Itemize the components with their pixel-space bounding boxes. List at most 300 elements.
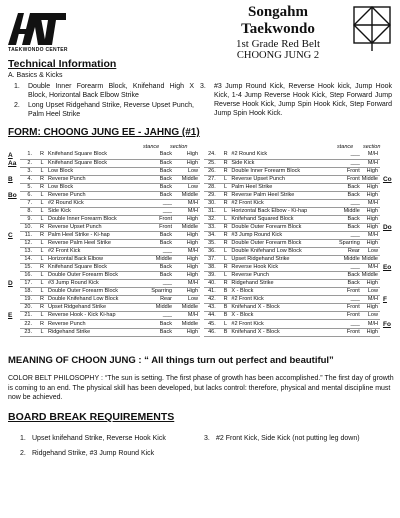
move-name: Horizontal Back Elbow - Ki-hap	[231, 207, 332, 215]
move-side: R	[36, 183, 48, 191]
move-name: Upset Ridgehand Strike	[231, 256, 332, 264]
move-number: 42.	[204, 296, 220, 304]
table-row	[8, 159, 200, 167]
move-name: Double Knifehand Low Block	[48, 296, 144, 304]
move-stance: Middle	[332, 207, 362, 215]
group-marker	[380, 167, 392, 175]
move-section: M/H	[174, 248, 200, 256]
move-side: L	[36, 207, 48, 215]
move-stance: Sparring	[332, 240, 362, 248]
table-row	[204, 207, 392, 215]
move-section: Low	[362, 312, 380, 320]
move-section: Low	[174, 183, 200, 191]
move-number: 44.	[204, 312, 220, 320]
board-break-item	[20, 449, 154, 458]
move-name: Double Outer Forearm Block	[231, 240, 332, 248]
move-stance: Back	[332, 191, 362, 199]
move-side: B	[220, 288, 232, 296]
move-number: 43.	[204, 304, 220, 312]
move-name: Knifehand Square Block	[48, 159, 144, 167]
group-marker	[8, 207, 20, 215]
move-number: 16.	[20, 272, 36, 280]
move-section: M/H	[362, 231, 380, 239]
move-side: B	[220, 312, 232, 320]
move-name: Upset Ridgehand Strike	[48, 304, 144, 312]
move-section: Middle	[174, 304, 200, 312]
group-marker	[8, 248, 20, 256]
table-row	[8, 231, 200, 239]
move-side: R	[220, 151, 232, 159]
move-side: R	[220, 159, 232, 167]
group-marker: Eo	[382, 264, 392, 272]
move-side: L	[36, 159, 48, 167]
move-section: Middle	[361, 256, 378, 263]
table-row	[8, 191, 200, 199]
move-section: High	[174, 272, 200, 280]
move-stance: ___	[332, 296, 362, 304]
meaning-heading: MEANING OF CHOON JUNG : “ All things turn out perfect and beautiful”	[8, 355, 334, 366]
table-row	[204, 151, 392, 159]
move-section: Low	[362, 288, 380, 296]
move-name: Double Outer Forearm Block	[231, 223, 332, 231]
move-stance: Rear	[144, 296, 174, 304]
table-row	[204, 167, 392, 175]
move-section: High	[174, 215, 200, 223]
stance-column-header: stance	[337, 144, 354, 150]
move-number: 6.	[20, 191, 36, 199]
move-side: L	[220, 320, 232, 328]
move-name: #2 Front Kick	[48, 248, 144, 256]
group-marker	[380, 240, 392, 248]
move-section: High	[362, 304, 380, 312]
table-row	[8, 199, 200, 207]
move-stance: Middle	[332, 256, 362, 264]
group-marker	[8, 223, 20, 231]
move-number: 18.	[20, 288, 36, 296]
move-number: 21.	[20, 312, 36, 320]
move-name: #3 Jump Round Kick	[48, 280, 144, 288]
table-row	[8, 296, 200, 304]
move-number: 33.	[204, 223, 220, 231]
move-number: 40.	[204, 280, 220, 288]
move-side: L	[36, 312, 48, 320]
move-name: Reverse Hook - Kick Ki-hap	[48, 312, 144, 320]
table-row	[204, 175, 392, 183]
move-name: Reverse Punch	[48, 175, 144, 183]
move-stance: ___	[332, 264, 362, 272]
move-stance: Front	[332, 312, 362, 320]
move-stance: ___	[332, 231, 362, 239]
move-section: M/H	[362, 199, 380, 207]
board-break-heading: BOARD BREAK REQUIREMENTS	[8, 411, 175, 423]
item-text: Long Upset Ridgehand Strike, Reverse Upset Punch, Palm Heel Strike	[28, 102, 194, 118]
move-section: High	[362, 240, 380, 248]
move-name: Reverse Upset Punch	[231, 175, 332, 183]
group-marker	[380, 199, 392, 207]
group-marker	[380, 248, 392, 256]
move-number: 39.	[204, 272, 220, 280]
move-section: High	[362, 215, 380, 223]
table-row	[204, 320, 392, 328]
move-number: 26.	[204, 167, 220, 175]
table-row	[204, 199, 392, 207]
table-row	[204, 288, 392, 296]
item-number: 2.	[14, 102, 20, 109]
belt-rank: 1st Grade Red Belt	[235, 38, 320, 50]
group-marker	[380, 215, 392, 223]
group-marker	[380, 159, 392, 167]
group-marker	[8, 199, 20, 207]
group-marker	[8, 167, 20, 175]
move-section: High	[174, 151, 200, 159]
move-side: R	[220, 199, 232, 207]
move-side: R	[36, 231, 48, 239]
move-name: Knifehand X - Block	[231, 304, 332, 312]
move-section: M/H	[362, 159, 380, 167]
group-marker	[380, 328, 392, 336]
form-pattern-emblem-icon	[350, 3, 394, 53]
move-section: M/H	[362, 264, 380, 272]
move-section: Middle	[174, 320, 200, 328]
item-text: #3 Jump Round Kick, Reverse Hook kick, Jump Hook Kick, 1-4 Jump Reverse Hook Kick, Step Forward Jump Reverse Hook Kick, Jump Spin Hook Kick, Step Forward Jump Spin Hook Kick.	[214, 83, 392, 117]
move-section: M/H	[174, 199, 200, 207]
item-number: 1.	[14, 83, 20, 90]
move-side: L	[36, 199, 48, 207]
move-name: #2 Front Kick	[231, 199, 332, 207]
item-number: 2.	[20, 450, 26, 457]
group-marker: D	[8, 280, 13, 288]
group-marker: C	[8, 231, 13, 239]
move-stance: ___	[332, 159, 362, 167]
move-number: 8.	[20, 207, 36, 215]
move-side: L	[36, 248, 48, 256]
page-title: Songahm Taekwondo	[241, 4, 315, 37]
move-name: Horizontal Back Elbow	[48, 256, 144, 264]
move-name: Reverse Upset Punch	[48, 223, 144, 231]
move-name: Ridgehand Strike	[231, 280, 332, 288]
section-column-header: section	[170, 144, 188, 150]
move-name: #3 Jump Round Kick	[231, 231, 332, 239]
move-section: High	[174, 231, 200, 239]
move-section: High	[362, 328, 380, 336]
title-block	[210, 4, 346, 62]
move-name: Double Inner Forearm Block	[231, 167, 332, 175]
move-side: R	[220, 191, 232, 199]
technique-item	[14, 101, 194, 119]
group-marker	[8, 328, 20, 336]
move-number: 13.	[20, 248, 36, 256]
move-number: 11.	[20, 231, 36, 239]
move-number: 5.	[20, 183, 36, 191]
group-marker: Do	[382, 223, 392, 231]
move-stance: Front	[332, 167, 362, 175]
table-row	[8, 240, 200, 248]
move-section: M/H	[174, 312, 200, 320]
move-side: L	[36, 328, 48, 336]
table-row	[204, 264, 392, 272]
move-side: B	[220, 304, 232, 312]
group-marker: Fo	[382, 320, 391, 328]
move-name: #2 Front Kick	[231, 320, 332, 328]
move-number: 19.	[20, 296, 36, 304]
move-section: M/H	[174, 207, 200, 215]
move-side: L	[220, 248, 232, 256]
move-side: L	[36, 191, 48, 199]
ata-logo-icon	[6, 9, 68, 47]
board-break-item	[20, 434, 166, 443]
move-name: #2 Front Kick	[231, 296, 332, 304]
move-section: High	[174, 328, 200, 336]
technique-item	[200, 82, 392, 118]
table-row	[204, 215, 392, 223]
move-stance: Front	[332, 328, 362, 336]
move-side: R	[220, 280, 232, 288]
logo-caption: TAEKWONDO CENTER	[8, 47, 68, 53]
move-stance: Back	[144, 159, 174, 167]
move-number: 41.	[204, 288, 220, 296]
move-stance: Back	[144, 175, 174, 183]
item-text: Ridgehand Strike, #3 Jump Round Kick	[32, 450, 155, 457]
table-row	[8, 215, 200, 223]
group-marker	[380, 312, 392, 320]
move-number: 30.	[204, 199, 220, 207]
table-row	[8, 183, 200, 191]
move-section: M/H	[362, 151, 380, 159]
move-stance: Middle	[144, 256, 174, 264]
table-row	[204, 231, 392, 239]
table-row	[8, 256, 200, 264]
move-name: Ridgehand Strike	[48, 328, 144, 336]
table-row	[204, 240, 392, 248]
move-side: L	[36, 280, 48, 288]
table-row	[8, 280, 200, 288]
group-marker	[8, 296, 20, 304]
move-number: 27.	[204, 175, 220, 183]
move-name: Knifehand X - Block	[231, 328, 332, 336]
table-row	[8, 151, 200, 159]
move-side: R	[36, 320, 48, 328]
move-section: High	[362, 183, 380, 191]
move-section: High	[174, 159, 200, 167]
move-number: 3.	[20, 167, 36, 175]
technique-list-right	[200, 82, 392, 119]
move-stance: Front	[332, 288, 362, 296]
move-number: 46.	[204, 328, 220, 336]
group-marker	[8, 264, 20, 272]
move-side: L	[220, 207, 232, 215]
table-row	[204, 272, 392, 280]
table-row	[204, 328, 392, 336]
group-marker	[8, 320, 20, 328]
table-row	[204, 256, 392, 264]
move-name: Knifehand Squared Block	[231, 215, 332, 223]
group-marker: Aa	[8, 159, 17, 167]
move-name: #2 Round Kick	[48, 199, 144, 207]
move-name: #2 Round Kick	[231, 151, 332, 159]
table-row	[8, 312, 200, 320]
move-section: Low	[362, 248, 380, 256]
moves-body-right	[204, 151, 392, 336]
move-stance: Back	[144, 272, 174, 280]
item-number: 1.	[20, 435, 26, 442]
move-number: 14.	[20, 256, 36, 264]
move-number: 1.	[20, 151, 36, 159]
move-side: L	[220, 183, 232, 191]
group-marker	[380, 183, 392, 191]
group-marker	[8, 288, 20, 296]
board-break-item	[204, 434, 360, 443]
move-stance: Back	[144, 191, 174, 199]
move-section: Middle	[174, 191, 200, 199]
basics-kicks-label: A. Basics & Kicks	[8, 72, 63, 79]
move-number: 9.	[20, 215, 36, 223]
move-side: R	[36, 264, 48, 272]
move-side: R	[36, 223, 48, 231]
group-marker	[8, 240, 20, 248]
move-stance: Back	[332, 183, 362, 191]
move-stance: Back	[144, 231, 174, 239]
table-row	[8, 272, 200, 280]
item-number: 3.	[200, 83, 206, 90]
move-name: Side Kick	[48, 207, 144, 215]
move-section: Middle	[361, 175, 378, 182]
technique-list-left	[14, 82, 194, 120]
table-row	[204, 312, 392, 320]
move-number: 29.	[204, 191, 220, 199]
move-number: 7.	[20, 199, 36, 207]
move-side: R	[36, 175, 48, 183]
section-column-header: section	[363, 144, 381, 150]
move-section: High	[174, 288, 200, 296]
technique-item	[14, 82, 194, 100]
move-number: 35.	[204, 240, 220, 248]
move-number: 23.	[20, 328, 36, 336]
move-side: R	[36, 296, 48, 304]
form-heading: FORM: CHOONG JUNG EE - JAHNG (#1)	[8, 127, 200, 138]
move-section: High	[362, 207, 380, 215]
table-row	[8, 223, 200, 231]
page-header	[0, 0, 400, 61]
table-row	[204, 191, 392, 199]
move-number: 45.	[204, 320, 220, 328]
move-stance: ___	[332, 199, 362, 207]
item-text: Double Inner Forearm Block, Knifehand High X Block, Horizontal Back Elbow Strike	[28, 83, 194, 99]
table-row	[8, 207, 200, 215]
move-stance: Back	[144, 183, 174, 191]
move-stance: Back	[332, 280, 362, 288]
move-name: Reverse Hook Kick	[231, 264, 332, 272]
table-row	[204, 280, 392, 288]
move-name: Knifehand Square Block	[48, 151, 144, 159]
move-stance: Front	[332, 175, 362, 183]
move-number: 36.	[204, 248, 220, 256]
move-section: High	[362, 191, 380, 199]
form-name: CHOONG JUNG 2	[236, 50, 320, 61]
move-stance: Front	[144, 223, 174, 231]
move-stance: Back	[144, 151, 174, 159]
item-text: Upset knifehand Strike, Reverse Hook Kick	[32, 435, 166, 442]
table-row	[204, 248, 392, 256]
move-number: 37.	[204, 256, 220, 264]
move-stance: ___	[332, 151, 362, 159]
group-marker: A	[8, 151, 13, 159]
move-section: Low	[174, 167, 200, 175]
move-stance: Back	[144, 264, 174, 272]
table-row	[8, 328, 200, 336]
move-name: Reverse Punch	[48, 191, 144, 199]
move-stance: Back	[144, 240, 174, 248]
move-name: Side Kick	[231, 159, 332, 167]
move-stance: ___	[144, 199, 174, 207]
move-side: B	[220, 328, 232, 336]
move-name: Palm Heel Strike - Ki-hap	[48, 231, 144, 239]
move-side: L	[36, 272, 48, 280]
move-number: 28.	[204, 183, 220, 191]
group-marker: B	[8, 175, 13, 183]
table-row	[204, 223, 392, 231]
item-text: #2 Front Kick, Side Kick (not putting leg down)	[216, 435, 360, 442]
group-marker	[380, 288, 392, 296]
move-number: 15.	[20, 264, 36, 272]
move-side: R	[220, 296, 232, 304]
move-name: Double Knifehand Low Block	[231, 248, 332, 256]
move-stance: Front	[144, 215, 174, 223]
move-stance: Back	[144, 320, 174, 328]
move-side: L	[220, 272, 232, 280]
group-marker	[8, 183, 20, 191]
move-name: Palm Heel Strike	[231, 183, 332, 191]
move-stance: Sparring	[144, 288, 174, 296]
move-side: L	[220, 256, 232, 264]
move-stance: Front	[332, 304, 362, 312]
move-side: L	[36, 167, 48, 175]
move-number: 32.	[204, 215, 220, 223]
table-row	[8, 304, 200, 312]
move-section: Middle	[361, 272, 378, 279]
move-number: 2.	[20, 159, 36, 167]
move-section: Low	[174, 296, 200, 304]
technical-information-heading: Technical Information	[8, 58, 117, 70]
move-number: 38.	[204, 264, 220, 272]
move-section: Middle	[174, 223, 200, 231]
move-side: L	[220, 215, 232, 223]
move-name: Double Outer Forearm Block	[48, 272, 144, 280]
move-stance: ___	[144, 280, 174, 288]
move-section: Middle	[174, 175, 200, 183]
move-section: High	[174, 264, 200, 272]
move-name: Low Block	[48, 183, 144, 191]
group-marker	[380, 256, 392, 264]
item-number: 3.	[204, 435, 210, 442]
move-number: 12.	[20, 240, 36, 248]
move-side: R	[220, 240, 232, 248]
move-number: 17.	[20, 280, 36, 288]
group-marker	[8, 272, 20, 280]
move-section: M/H	[174, 280, 200, 288]
move-stance: ___	[144, 248, 174, 256]
move-name: Low Block	[48, 167, 144, 175]
table-row	[8, 167, 200, 175]
move-side: R	[220, 231, 232, 239]
move-section: M/H	[362, 296, 380, 304]
move-number: 31.	[204, 207, 220, 215]
move-stance: Back	[144, 167, 174, 175]
move-number: 4.	[20, 175, 36, 183]
group-marker	[380, 272, 392, 280]
group-marker	[8, 304, 20, 312]
group-marker: Bo	[8, 191, 17, 199]
move-side: R	[220, 223, 232, 231]
